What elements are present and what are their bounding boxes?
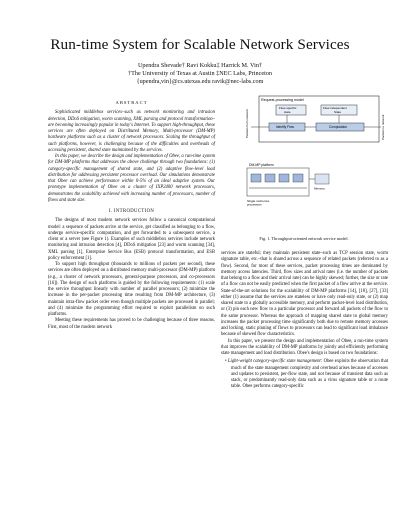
intro-paragraph-3: Meeting these requirements has proved to be challenging because of three reasons. First, most of the modern network — [48, 318, 215, 330]
processor-1 — [251, 174, 261, 182]
figure-1-diagram — [221, 92, 387, 222]
packets-out-label: Packets to network — [381, 114, 385, 140]
paper-title: Run-time System for Scalable Network Services — [50, 36, 350, 53]
processor-3 — [279, 174, 289, 182]
processor-4 — [293, 174, 303, 182]
single-proc-label: Single multi-core — [247, 199, 270, 203]
flow-state-label: Flow-specific — [279, 106, 297, 111]
author-block — [0, 62, 400, 87]
platform-label: DM-MP platform — [249, 163, 274, 167]
bullet-item: • Light-weight category-specific state management: Obee exploits the observation that much of the state management complexity and overhead arises because of accesses and updates to persistent, per-flow state, and not because of transient data such as stack, or predominantly read-only data such as a virus signature table or a route table. Obee performs category-specific — [225, 359, 388, 390]
figure-caption: Fig. 1. Throughput-oriented network service model. — [259, 236, 349, 241]
author-affiliations: †The University of Texas at Austin ‡NEC Labs, Princeton — [128, 70, 272, 78]
author-names: Upendra Shevade† Ravi Kokku‡ Harrick M. Vin† — [137, 62, 263, 69]
computation-label: Computation — [329, 125, 348, 130]
bullet-lead: Light-weight category-specific state management: — [227, 359, 323, 365]
svg-text:processors: processors — [247, 202, 262, 207]
right-column — [221, 251, 388, 391]
abstract-heading: ABSTRACT — [115, 100, 148, 105]
flow-independent-label: Flow-independent — [323, 106, 347, 111]
intro-paragraph-2: To support high throughput (thousands to millions of packets per second), these services are often deployed on a distributed memory multi-processor (DM-MP) platform (e.g., a cluster of network processors, general-purpose processors, and co-processors [16]). The design of such platforms is guided by the following requirements: (1) scale the service throughput linearly with number of parallel processors; (2) minimize the increase in the per-packet processing time resulting from DM-MP architecture, (3) maintain intra-flow packet order even though multiple packets are processed in parallel; and (4) minimize the programming effort required to exploit parallelism on such platforms. — [48, 262, 215, 317]
request-model-box — [259, 96, 379, 142]
intro-paragraph-1: The designs of most modern network services follow a canonical computational model: a sequence of packets arrive at the service, get classified as belonging to a flow, undergo service-specific computation, and get forwarded to a subsequent service, a client or a server (see Figure 1). Examples of such middlebox services include network monitoring and intrusion detection [4], DDoS mitigation [23] and worm scanning [34], XML parsing [1], Enterprise Service Bus (ESB) protocol transformation, and ESB policy enforcement [1]. — [48, 218, 215, 261]
bullet-text: Obee exploits the observation that much of the state management complexity and overhead arises because of accesses and updates to persistent, per-flow state, and not because of transient data such as stack, or predominantly read-only data such as a virus signature table or a route table. Obee performs category-specific — [231, 359, 388, 390]
introduction-heading: I. INTRODUCTION — [108, 209, 155, 214]
packets-in-label: Packets from network — [245, 109, 249, 138]
memory-label: Memory — [314, 186, 325, 191]
right-paragraph-1: services are stateful; they maintain persistent state–such as TCP session state, worm signature table, etc.–that is shared across a sequence of related packets (referred to as a flow). Second, for most of these services, packet processing times are dominated by memory access latencies. Third, flow sizes and arrival rates (i.e. the number of packets that belong to a flow and their arrival rate) can be highly skewed; further, the size or rate of a flow can not be easily predicted when the first packet of a flow arrive at the service. State-of-the-art solutions for the scalability of DM-MP platforms [14], [18], [27], [33] either (1) assume that the services are stateless or have only read-only state, or (2) map shared state to a globally accessible memory, and perform packet-level load distribution, or (3) pin each new flow to a particular processor and forward all packets of the flow to the same processor. Whereas the approach of mapping shared state to global memory increases the packet processing time significantly both due to remote memory accesses and locking, static pinning of flows to processors can lead to significant load imbalance because of skewed flow characteristics. — [221, 251, 388, 338]
author-emails: {upendra,vin}@cs.utexas.edu ravik@nec-labs.com — [136, 78, 264, 86]
identify-flow-label: Identify Flow — [276, 125, 294, 130]
left-column — [48, 100, 215, 331]
svg-text:state: state — [284, 109, 291, 114]
request-model-title: Request-processing model — [261, 98, 304, 102]
memory-box — [315, 174, 329, 184]
processor-2 — [265, 174, 275, 182]
svg-text:State: State — [334, 109, 342, 114]
abstract-paragraph-1: Sophisticated middlebox services–such as network monitoring and intrusion detection, DDoS mitigation, worm scanning, XML parsing and protocol transformation–are becoming increasingly popular in today's Internet. To support high-throughput, these services are often deployed on Distributed Memory, Multi-processor (DM-MP) hardware platforms such as a cluster of network processors. Scaling the throughput of such platforms, however, is challenging because of the difficulties and overheads of accessing persistent, shared state maintained by the services. — [48, 110, 215, 153]
abstract-paragraph-2: In this paper, we describe the design and implementation of Obee, a run-time system for DM-MP platforms that addresses the above challenge through two foundations: (1) category-specific management of shared state, and (2) adaptive flow-level load distribution for addressing persistent processor overload. Our simulations demonstrate that Obee can achieve performance within 0-5% of an ideal adaptive system. Our prototype implementation of Obee on a cluster of IXP2400 network processors, demonstrates the scalability achieved with increasing number of processors, number of flows and state size. — [48, 154, 215, 203]
right-paragraph-2: In this paper, we present the design and implementation of Obee, a run-time system that improves the scalability of DM-MP platforms by jointly and efficiently performing state management and load distribution. Obee's design is based on two foundations: — [221, 338, 388, 356]
